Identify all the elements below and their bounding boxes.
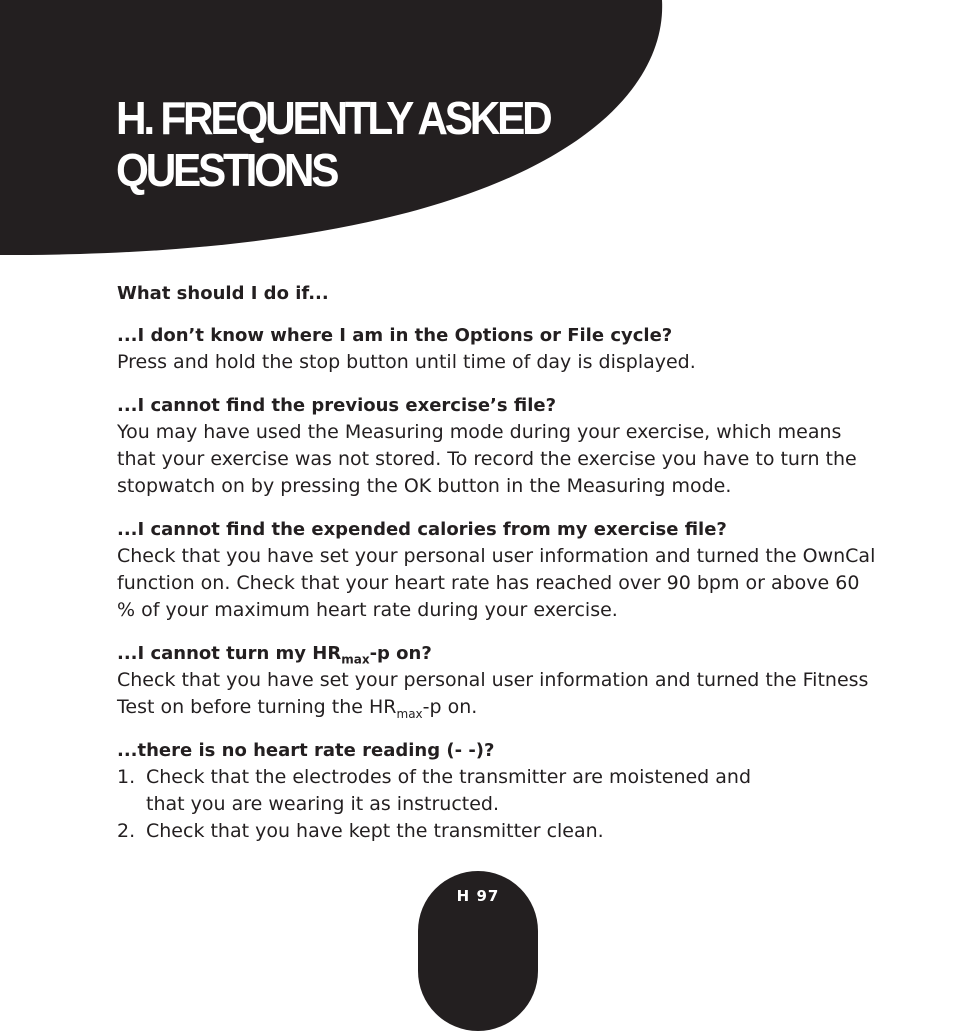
faq-question-text-end: -p on? [369,643,432,664]
faq-content [117,280,877,861]
faq-question-text: ...I cannot turn my HR [117,643,342,664]
faq-step-text-line-2: that you are wearing it as instructed. [146,793,500,815]
faq-item-options-cycle [117,322,877,376]
faq-step-text [146,764,751,818]
faq-question: ...I don’t know where I am in the Options or File cycle? [117,325,673,346]
title-line-2: QUESTIONS [116,144,337,196]
faq-step-number: 2. [117,820,136,842]
faq-item-no-heart-rate [117,737,877,845]
faq-step-number: 1. [117,766,136,788]
faq-answer-text: Check that you have set your personal user information and turned the Fitness Test on before turning the HR [117,669,869,718]
faq-answer-subscript: max [396,706,423,721]
faq-item-hrmax-p [117,640,877,721]
faq-item-calories [117,516,877,624]
faq-answer: Check that you have set your personal user information and turned the OwnCal function on. Check that your heart rate has reached over 90 bpm or above 60 % of your maximum heart rate during your exercise. [117,545,876,621]
faq-steps-list [117,764,877,845]
faq-step [117,764,877,818]
faq-question [117,640,877,667]
faq-answer: You may have used the Measuring mode during your exercise, which means that your exercise was not stored. To record the exercise you have to turn the stopwatch on by pressing the OK button in the Measuring mode. [117,421,857,497]
page-number-tab [418,871,538,1031]
faq-step [117,818,877,845]
faq-question: ...I cannot find the previous exercise’s file? [117,395,557,416]
faq-answer-text-end: -p on. [422,696,478,718]
page-number: H 97 [456,887,500,905]
faq-step-text: Check that you have kept the transmitter clean. [146,820,604,842]
faq-item-previous-file [117,392,877,500]
faq-answer [117,667,877,721]
faq-question: ...I cannot find the expended calories from my exercise file? [117,519,727,540]
faq-question: ...there is no heart rate reading (- -)? [117,740,495,761]
faq-intro: What should I do if... [117,283,329,304]
faq-step-text-line-1: Check that the electrodes of the transmitter are moistened and [146,766,752,788]
faq-answer: Press and hold the stop button until time of day is displayed. [117,351,696,373]
title-line-1: H. FREQUENTLY ASKED [116,92,550,144]
faq-question-subscript: max [341,652,370,667]
page-title [116,92,549,196]
